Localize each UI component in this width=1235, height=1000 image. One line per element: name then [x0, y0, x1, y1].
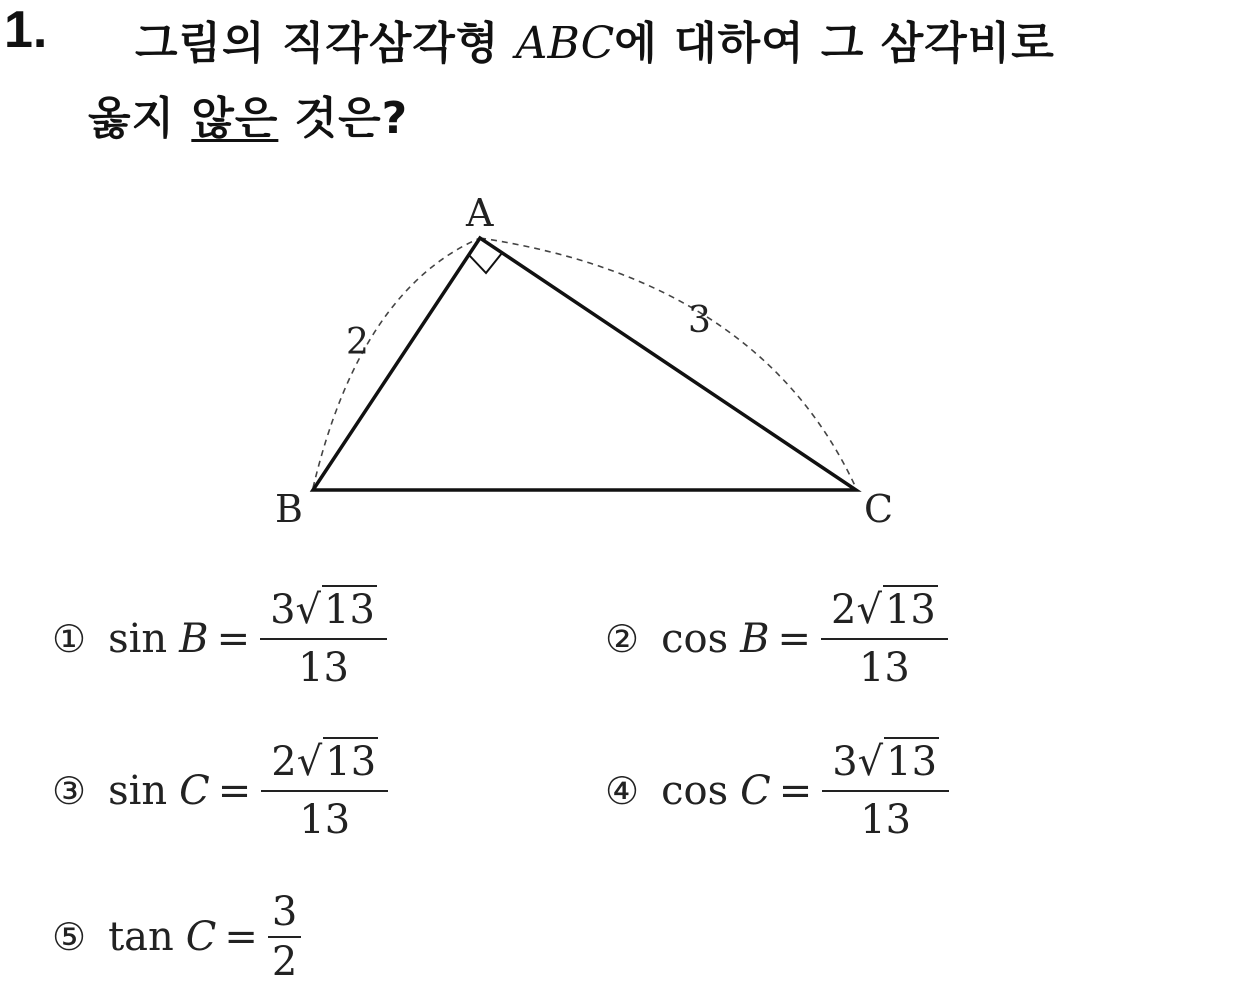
fraction: [822, 740, 949, 842]
triangle-name: ABC: [515, 18, 615, 69]
radicand: 13: [886, 739, 938, 785]
angle-variable: B: [740, 616, 770, 662]
choice-marker: ⑤: [52, 915, 87, 959]
trig-function: sin: [108, 768, 168, 814]
denominator: 13: [860, 797, 912, 843]
vertex-label-b: B: [275, 487, 303, 531]
radical-sign: √: [856, 587, 882, 633]
numerator: 3: [268, 890, 301, 938]
trig-function: cos: [661, 616, 729, 662]
numerator: [822, 740, 949, 792]
choice-marker: ①: [52, 617, 87, 661]
trig-function: cos: [661, 768, 729, 814]
fraction: [268, 890, 301, 984]
stem-text: 것은?: [278, 93, 409, 144]
coefficient: 3: [270, 587, 296, 633]
equals-sign: =: [777, 616, 812, 662]
fraction: [821, 588, 948, 690]
angle-variable: C: [179, 768, 210, 814]
stem-text: 그림의 직각삼각형: [135, 18, 516, 69]
side-label-ab: 2: [346, 322, 369, 363]
coefficient: 3: [832, 739, 858, 785]
equals-sign: =: [224, 914, 258, 960]
right-angle-mark: [469, 253, 502, 273]
vertex-label-a: A: [466, 191, 494, 235]
numerator: [261, 740, 388, 792]
radicand: 13: [324, 587, 375, 633]
equals-sign: =: [217, 768, 252, 814]
trig-function: sin: [108, 616, 168, 662]
radicand: 13: [884, 587, 936, 633]
choice-marker: ④: [605, 769, 640, 813]
triangle-abc: [313, 238, 856, 490]
choice-2[interactable]: [605, 588, 948, 690]
coefficient: 2: [831, 587, 857, 633]
choice-3[interactable]: [52, 740, 388, 842]
denominator: 13: [858, 645, 910, 691]
denominator: 13: [298, 645, 349, 691]
denominator: 2: [271, 939, 298, 985]
stem-text: 옳지: [88, 93, 192, 144]
radical-sign: √: [295, 587, 322, 633]
denominator: 13: [299, 797, 351, 843]
choice-marker: ②: [605, 617, 640, 661]
underlined-word: 않은: [191, 93, 279, 144]
question-number: 1.: [4, 1, 48, 59]
fraction: [260, 588, 387, 690]
choice-marker: ③: [52, 769, 87, 813]
radical-sign: √: [857, 739, 884, 785]
choice-1[interactable]: [52, 588, 387, 690]
stem-text: 에 대하여 그 삼각비로: [614, 18, 1055, 69]
angle-variable: C: [740, 768, 771, 814]
vertex-label-c: C: [864, 487, 894, 531]
choice-4[interactable]: [605, 740, 949, 842]
radical-sign: √: [296, 739, 323, 785]
side-label-ac: 3: [688, 300, 711, 341]
angle-variable: C: [185, 914, 217, 960]
choice-5[interactable]: [52, 890, 301, 984]
fraction: [261, 740, 388, 842]
radicand: 13: [325, 739, 377, 785]
numerator: [821, 588, 948, 640]
numerator: [260, 588, 387, 640]
trig-function: tan: [108, 914, 174, 960]
equals-sign: =: [778, 768, 813, 814]
angle-variable: B: [179, 616, 209, 662]
coefficient: 2: [271, 739, 297, 785]
equals-sign: =: [216, 616, 251, 662]
